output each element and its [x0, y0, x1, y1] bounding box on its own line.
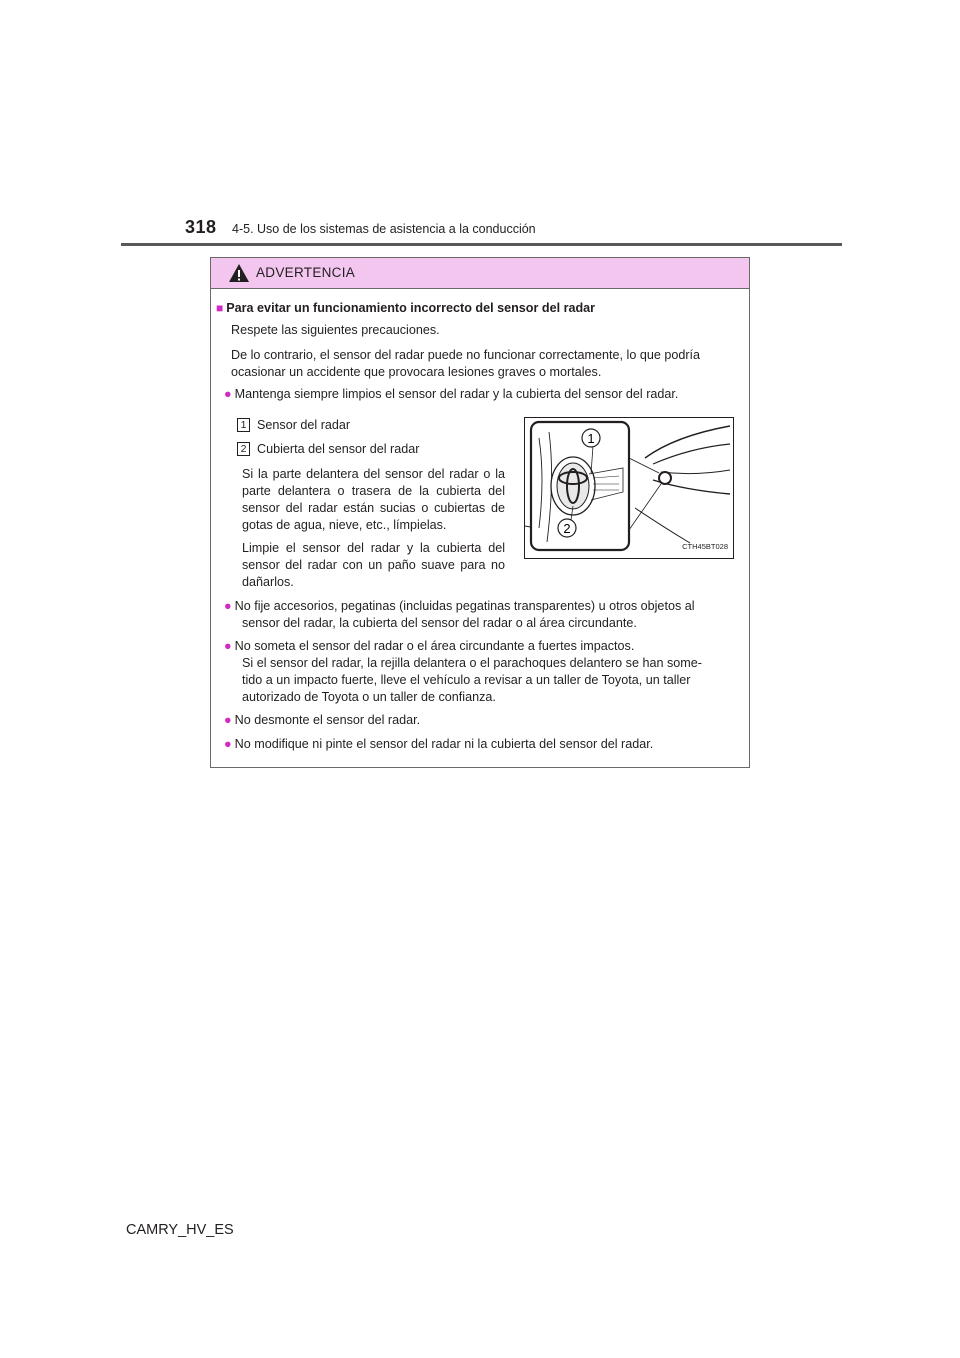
radar-sensor-figure: [524, 417, 734, 559]
bullet-text: No desmonte el sensor del radar.: [234, 713, 421, 727]
callout-number-2: 2: [237, 442, 250, 456]
bullet-keep-clean: [224, 386, 678, 403]
bullet-no-accessories-cont: sensor del radar, la cubierta del sensor del radar o al área circundante.: [242, 616, 637, 630]
circle-bullet-icon: ●: [224, 737, 232, 751]
bullet-text: No modifique ni pinte el sensor del radar ni la cubierta del sensor del radar.: [234, 737, 654, 751]
bullet-no-impacts-cont1: Si el sensor del radar, la rejilla delantera o el parachoques delantero se han some-: [242, 656, 702, 670]
warning-title: ADVERTENCIA: [256, 265, 356, 280]
bullet-text: No fije accesorios, pegatinas (incluidas pegatinas transparentes) u otros objetos al: [234, 599, 695, 613]
callout-label-1: Sensor del radar: [257, 418, 351, 432]
cleaning-note: Si la parte delantera del sensor del radar o la parte delantera o trasera de la cubierta del sensor del radar están sucias o cubiertas de gotas de agua, nieve, etc., límpielas.: [242, 467, 505, 532]
page-number: 318: [185, 217, 217, 237]
callout-number-1: 1: [237, 418, 250, 432]
topic-text: Para evitar un funcionamiento incorrecto del sensor del radar: [226, 301, 596, 315]
intro-line: Respete las siguientes precauciones.: [231, 323, 440, 337]
warning-content: [211, 289, 749, 767]
bullet-text: No someta el sensor del radar o el área circundante a fuertes impactos.: [234, 639, 635, 653]
bullet-no-impacts-cont3: autorizado de Toyota o un taller de confianza.: [242, 690, 496, 704]
bullet-no-impacts-cont2: tido a un impacto fuerte, lleve el vehículo a revisar a un taller de Toyota, un taller: [242, 673, 691, 687]
radar-sensor-illustration: [525, 418, 733, 558]
intro-consequence-line1: De lo contrario, el sensor del radar puede no funcionar correctamente, lo que podría: [231, 348, 701, 362]
bullet-no-modify: [224, 736, 653, 753]
circle-bullet-icon: ●: [224, 639, 232, 653]
warning-triangle-icon: [228, 263, 250, 283]
callout-label-2: Cubierta del sensor del radar: [257, 442, 420, 456]
figure-marker-1: 1: [587, 431, 595, 446]
bullet-no-disassemble: [224, 712, 420, 729]
bullet-no-accessories: [224, 598, 695, 615]
bullet-text: Mantenga siempre limpios el sensor del radar y la cubierta del sensor del radar.: [234, 387, 679, 401]
circle-bullet-icon: ●: [224, 599, 232, 613]
cleaning-method-note: Limpie el sensor del radar y la cubierta del sensor del radar con un paño suave para no dañarlos.: [242, 541, 505, 589]
topic-heading: [216, 300, 595, 317]
circle-bullet-icon: ●: [224, 713, 232, 727]
header-rule: [121, 243, 842, 246]
warning-box: [210, 257, 750, 768]
section-title: 4-5. Uso de los sistemas de asistencia a la conducción: [232, 222, 536, 236]
circle-bullet-icon: ●: [224, 387, 232, 401]
warning-header: [211, 258, 749, 289]
footer-model-code: CAMRY_HV_ES: [126, 1222, 234, 1238]
intro-consequence-line2: ocasionar un accidente que provocara lesiones graves o mortales.: [231, 365, 602, 379]
bullet-no-impacts: [224, 638, 634, 655]
figure-marker-2: 2: [563, 521, 571, 536]
square-bullet-icon: ■: [216, 301, 224, 315]
figure-code: CTH45BT028: [682, 542, 728, 551]
